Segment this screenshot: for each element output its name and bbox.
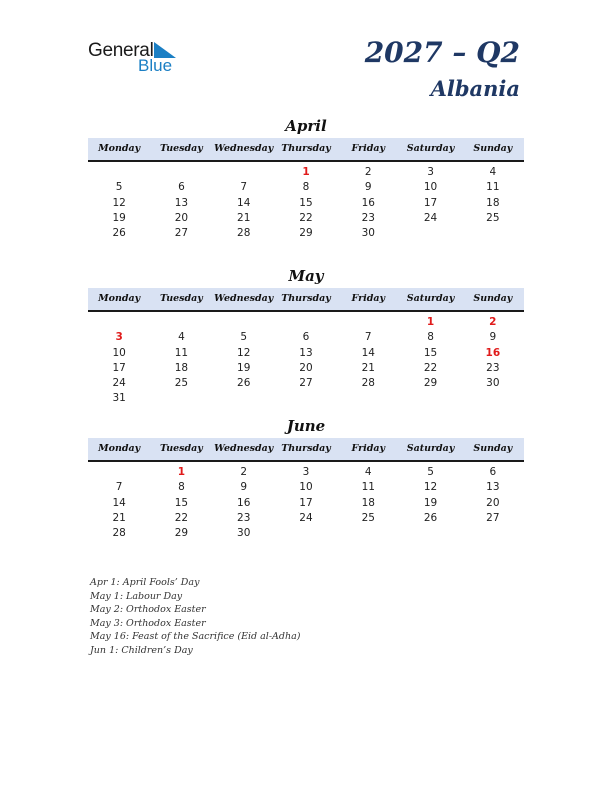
- day-cell: 23: [486, 361, 500, 374]
- day-cell: 4: [489, 166, 497, 178]
- weekday-label: Tuesday: [160, 143, 203, 154]
- week-row: [88, 391, 524, 406]
- day-cell: 19: [237, 361, 251, 374]
- day-cell: 4: [364, 466, 372, 478]
- day-cell: [462, 391, 524, 406]
- day-cell: 25: [361, 511, 375, 524]
- day-cell: 29: [299, 227, 313, 240]
- day-cell: 6: [178, 181, 185, 194]
- day-cell: 27: [486, 511, 500, 524]
- day-cell: 9: [240, 481, 248, 494]
- day-cell: [150, 165, 212, 180]
- month-title: June: [286, 417, 326, 435]
- day-cell: 30: [486, 377, 500, 390]
- day-cell: 16: [237, 496, 251, 509]
- day-cell: 19: [423, 496, 438, 509]
- day-cell: 24: [112, 377, 126, 390]
- weekday-label: Wednesday: [214, 443, 274, 454]
- day-cell: 7: [115, 481, 123, 494]
- day-cell: 21: [237, 211, 251, 224]
- day-cell: 21: [112, 511, 126, 524]
- day-cell: 21: [361, 361, 375, 374]
- day-cell: [399, 526, 461, 541]
- weekday-label: Wednesday: [214, 143, 274, 154]
- day-cell: [88, 165, 150, 180]
- weekday-label: Thursday: [281, 143, 331, 154]
- day-cell: 31: [112, 392, 126, 405]
- day-cell: 15: [174, 496, 189, 509]
- day-cell: 3: [427, 166, 434, 178]
- day-cell: 17: [299, 496, 313, 509]
- day-cell: [150, 391, 212, 406]
- week-row: [88, 315, 524, 330]
- weekday-label: Friday: [351, 443, 386, 454]
- day-cell: 11: [486, 181, 500, 194]
- day-cell: 10: [423, 181, 438, 194]
- day-cell: [150, 315, 212, 330]
- day-cell: 14: [237, 196, 251, 209]
- day-cell: [275, 315, 337, 330]
- day-cell: 5: [427, 466, 434, 478]
- day-cell: 22: [423, 361, 438, 374]
- weekday-label: Saturday: [406, 443, 455, 454]
- day-cell: 19: [112, 211, 126, 224]
- day-cell: 30: [361, 227, 375, 240]
- day-cell: 20: [299, 361, 313, 374]
- day-cell: 25: [486, 211, 500, 224]
- day-cell: 9: [364, 181, 372, 194]
- day-cell: 27: [174, 227, 189, 240]
- day-cell: 17: [112, 361, 126, 374]
- day-cell: [337, 391, 399, 406]
- weekday-label: Saturday: [406, 293, 455, 304]
- weekday-label: Monday: [98, 443, 141, 454]
- holiday-list: [90, 576, 300, 658]
- day-cell: 29: [174, 527, 189, 540]
- logo: [88, 40, 188, 76]
- day-cell: 15: [423, 346, 438, 359]
- day-cell: [275, 391, 337, 406]
- holiday-item: Apr 1: April Fools’ Day: [90, 577, 200, 588]
- weekday-header: [88, 288, 524, 312]
- day-cell: 1: [177, 466, 186, 478]
- day-cell: 8: [302, 181, 310, 194]
- day-cell: [275, 526, 337, 541]
- day-cell: 6: [302, 331, 310, 344]
- day-cell: 12: [237, 346, 251, 359]
- day-cell: 11: [361, 481, 375, 494]
- day-cell: [88, 315, 150, 330]
- weekday-label: Wednesday: [214, 293, 274, 304]
- logo-blue-text: Blue: [138, 56, 173, 75]
- day-cell: 20: [486, 496, 500, 509]
- day-cell: 9: [489, 331, 497, 344]
- day-cell: 3: [302, 466, 310, 478]
- day-cell: 5: [240, 331, 248, 344]
- day-cell: 24: [299, 511, 313, 524]
- day-cell: 30: [237, 527, 251, 540]
- weekday-label: Friday: [351, 293, 386, 304]
- day-cell: 13: [299, 346, 313, 359]
- day-cell: 5: [115, 181, 123, 194]
- day-cell: 23: [361, 211, 375, 224]
- weekday-label: Thursday: [281, 443, 331, 454]
- day-cell: [213, 165, 275, 180]
- weekday-label: Sunday: [473, 443, 513, 454]
- holiday-item: May 2: Orthodox Easter: [90, 604, 206, 616]
- day-cell: 3: [115, 331, 123, 344]
- day-cell: 13: [174, 196, 189, 209]
- day-grid: [88, 162, 524, 241]
- day-grid: [88, 462, 524, 541]
- month-april: [88, 116, 524, 241]
- week-row: [88, 465, 524, 480]
- day-cell: [88, 465, 150, 480]
- day-cell: 14: [361, 346, 375, 359]
- week-row: [88, 496, 524, 511]
- day-cell: 16: [485, 346, 501, 359]
- day-cell: [399, 391, 461, 406]
- week-row: [88, 511, 524, 526]
- day-cell: 7: [240, 181, 248, 194]
- day-cell: [337, 526, 399, 541]
- weekday-label: Thursday: [281, 293, 331, 304]
- week-row: [88, 480, 524, 495]
- week-row: [88, 346, 524, 361]
- day-cell: 18: [486, 196, 500, 209]
- day-cell: 2: [489, 316, 497, 328]
- day-cell: 18: [174, 361, 189, 374]
- weekday-label: Monday: [98, 143, 141, 154]
- holiday-item: May 1: Labour Day: [90, 590, 183, 602]
- day-cell: 16: [361, 196, 375, 209]
- day-cell: 22: [299, 211, 313, 224]
- day-cell: 10: [299, 481, 313, 494]
- month-title: May: [288, 267, 324, 285]
- weekday-header: [88, 438, 524, 462]
- day-cell: 14: [112, 496, 126, 509]
- week-row: [88, 376, 524, 391]
- day-cell: 6: [489, 466, 497, 478]
- day-cell: 20: [174, 211, 189, 224]
- day-cell: [213, 391, 275, 406]
- day-cell: [462, 526, 524, 541]
- week-row: [88, 361, 524, 376]
- day-cell: 28: [112, 527, 126, 540]
- day-grid: [88, 312, 524, 407]
- week-row: [88, 196, 524, 211]
- quarter-title: 2027 – Q2: [364, 36, 520, 69]
- day-cell: 22: [174, 511, 189, 524]
- week-row: [88, 180, 524, 195]
- holiday-item: May 16: Feast of the Sacrifice (Eid al-Adha): [90, 631, 301, 643]
- day-cell: 26: [423, 511, 438, 524]
- day-cell: 26: [237, 377, 251, 390]
- day-cell: 12: [112, 196, 126, 209]
- week-row: [88, 165, 524, 180]
- weekday-header: [88, 138, 524, 162]
- day-cell: [337, 315, 399, 330]
- month-june: [88, 416, 524, 541]
- weekday-label: Monday: [98, 293, 141, 304]
- week-row: [88, 211, 524, 226]
- day-cell: 13: [486, 481, 500, 494]
- day-cell: 23: [237, 511, 251, 524]
- day-cell: 24: [423, 211, 438, 224]
- day-cell: 10: [112, 346, 126, 359]
- month-title: April: [285, 117, 327, 135]
- weekday-label: Saturday: [406, 143, 455, 154]
- day-cell: 8: [178, 481, 185, 494]
- week-row: [88, 330, 524, 345]
- day-cell: [462, 226, 524, 241]
- day-cell: 11: [174, 346, 189, 359]
- day-cell: 7: [364, 331, 372, 344]
- day-cell: 18: [361, 496, 375, 509]
- weekday-label: Tuesday: [160, 293, 203, 304]
- day-cell: 2: [240, 466, 248, 478]
- week-row: [88, 526, 524, 541]
- day-cell: [213, 315, 275, 330]
- month-may: [88, 266, 524, 407]
- holiday-item: Jun 1: Children’s Day: [90, 644, 193, 656]
- weekday-label: Sunday: [473, 143, 513, 154]
- day-cell: 27: [299, 377, 313, 390]
- week-row: [88, 226, 524, 241]
- day-cell: 17: [423, 196, 438, 209]
- day-cell: 26: [112, 227, 126, 240]
- day-cell: 12: [423, 481, 438, 494]
- weekday-label: Sunday: [473, 293, 513, 304]
- day-cell: 15: [299, 196, 313, 209]
- day-cell: 8: [427, 331, 434, 344]
- logo-general-text: General: [88, 40, 154, 61]
- day-cell: 28: [237, 227, 251, 240]
- day-cell: 28: [361, 377, 375, 390]
- day-cell: 1: [426, 316, 435, 328]
- day-cell: 4: [178, 331, 185, 344]
- country-title: Albania: [430, 76, 520, 101]
- day-cell: [399, 226, 461, 241]
- day-cell: 1: [302, 166, 310, 178]
- day-cell: 25: [174, 377, 189, 390]
- holiday-item: May 3: Orthodox Easter: [90, 617, 206, 629]
- day-cell: 29: [423, 377, 438, 390]
- weekday-label: Tuesday: [160, 443, 203, 454]
- day-cell: 2: [364, 166, 372, 178]
- weekday-label: Friday: [351, 143, 386, 154]
